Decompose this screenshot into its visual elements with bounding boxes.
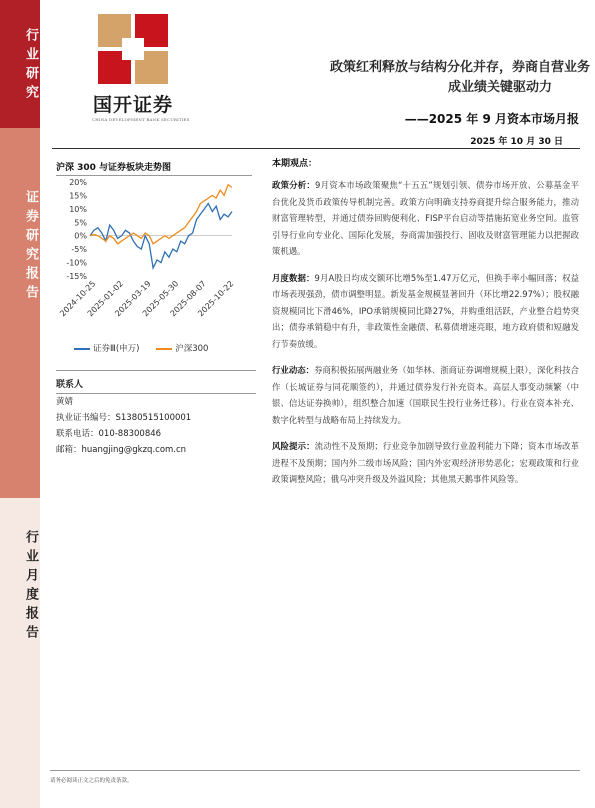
legend-item-securities: 证券Ⅲ(申万): [74, 344, 140, 354]
x-tick-label: 2025-01-02: [85, 279, 126, 319]
risk-warning-paragraph: [272, 438, 579, 488]
industry-news-paragraph: [272, 362, 579, 428]
logo-emblem: [98, 14, 168, 84]
industry-news-label: 行业动态：: [272, 365, 315, 375]
risk-warning-text: 流动性不及预期；行业竞争加剧导致行业盈利能力下降；资本市场改革进程不及预期；国内外二级市场风险；国内外宏观经济形势恶化；宏观政策和行业政策调整风险；俄乌冲突升级及外溢风险；其他黑天鹅事件风险等。: [272, 441, 580, 484]
contact-heading: 联系人: [56, 370, 256, 394]
main-content: [272, 156, 579, 498]
disclaimer-note: 请务必阅读正文之后的免责条款。: [50, 778, 133, 784]
chart-panel: [56, 160, 256, 366]
policy-analysis-text: 9月资本市场政策聚焦“十五五”规划引领、债券市场开放、公募基金平台优化及货币政策传导机制完善。政策方向明确支持券商提升综合服务能力，推动财富管理转型，并通过债券回购便利化、FISP平台启动等措施拓宽业务空间。监管引导行业向专业化、国际化发展，券商需加强投行、固收及财富管理能力以把握政策机遇。: [272, 180, 580, 256]
sidebar: [0, 0, 40, 808]
legend-swatch-hs300: [156, 348, 172, 350]
logo-name: 国开证券: [92, 94, 173, 116]
company-logo: [92, 14, 190, 122]
policy-analysis-paragraph: [272, 177, 579, 260]
report-title-line1: 政策红利释放与结构分化并存，券商自营业务: [329, 60, 590, 75]
monthly-data-paragraph: [272, 270, 579, 353]
y-tick-label: 15%: [69, 191, 87, 201]
chart-legend: [74, 342, 222, 354]
report-title-line2: 成业绩关键驱动力: [447, 80, 552, 95]
legend-swatch-securities: [74, 348, 90, 350]
x-tick-label: 2025-10-22: [196, 279, 236, 319]
risk-warning-label: 风险提示：: [272, 441, 315, 451]
x-tick-label: 2025-03-19: [113, 279, 153, 319]
sidebar-label-industry-research: 行业研究: [23, 28, 38, 104]
series-line-1: [90, 185, 232, 244]
chart-area: [56, 176, 256, 366]
contact-cert: 执业证书编号：S1380515100001: [56, 413, 192, 423]
x-tick-label: 2024-10-25: [58, 279, 98, 319]
y-tick-label: -15%: [66, 272, 87, 281]
x-tick-label: 2025-08-07: [168, 279, 208, 319]
monthly-data-label: 月度数据：: [272, 272, 315, 283]
y-tick-label: 0%: [74, 231, 87, 241]
logo-english-name: CHINA DEVELOPMENT BANK SECURITIES: [92, 117, 190, 122]
policy-analysis-label: 政策分析：: [272, 180, 316, 190]
sidebar-middle-band: [0, 128, 40, 498]
sidebar-label-securities-report: 证券研究报告: [23, 190, 38, 304]
y-tick-label: -10%: [66, 258, 87, 268]
x-tick-label: 2025-05-30: [140, 279, 181, 319]
contact-name: 黄婧: [56, 397, 74, 407]
y-tick-label: 10%: [69, 204, 87, 214]
footer-divider: [50, 770, 580, 771]
report-title: [220, 58, 590, 98]
contact-email[interactable]: 邮箱：huangjing@gkzq.com.cn: [56, 445, 187, 455]
contact-phone: 联系电话：010-88300846: [56, 429, 162, 439]
report-subtitle: ——2025 年 9 月资本市场月报: [404, 112, 579, 126]
y-tick-label: -5%: [71, 245, 87, 255]
report-date: 2025 年 10 月 30 日: [470, 137, 563, 147]
chart-title: 沪深 300 与证券板块走势图: [56, 160, 252, 176]
header-divider: [52, 148, 580, 149]
monthly-data-text: 9月A股日均成交额环比增5%至1.47万亿元，但换手率小幅回落；权益市场表现强劲，债市调整明显。新发基金规模显著回升（环比增22.97%）；股权融资规模同比下滑46%，IPO承销规模同比降27%，并购重组活跃，产业整合趋势突出；债券承销稳中有升，非政策性金融债、私募债增速亮眼，地方政府债和短融发行节奏放缓。: [272, 272, 580, 349]
line-chart: [56, 176, 256, 341]
views-heading: 本期观点：: [272, 159, 318, 169]
y-tick-label: 20%: [69, 178, 87, 187]
industry-news-text: 券商积极拓展两融业务（如华林、浙商证券调增规模上限），深化科技合作（长城证券与同花顺签约），并通过债券发行补充资本。高层人事变动频繁（中银、信达证券换帅），组织整合加速（国联民生投行业务迁移）。行业在资本补充、数字化转型与战略布局上持续发力。: [272, 365, 579, 425]
sidebar-label-monthly-report: 行业月度报告: [23, 530, 38, 644]
y-tick-label: 5%: [74, 218, 87, 228]
contact-section: [56, 370, 256, 458]
legend-item-hs300: 沪深300: [156, 344, 208, 354]
